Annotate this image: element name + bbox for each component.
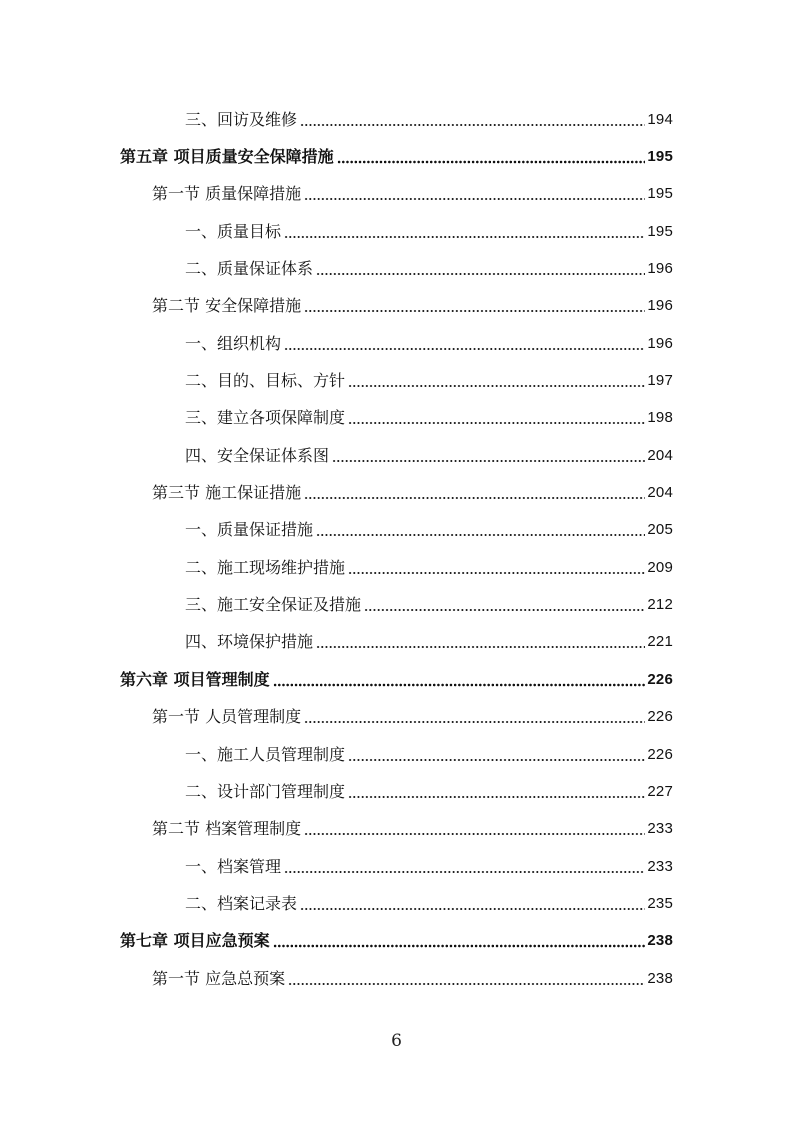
- toc-entry-page: 195: [647, 222, 673, 240]
- toc-entry-title: 第一节 人员管理制度: [152, 707, 302, 727]
- toc-entry[interactable]: [0, 325, 793, 362]
- toc-entry[interactable]: [0, 176, 793, 213]
- dot-leader: [316, 520, 645, 540]
- toc-entry[interactable]: [0, 362, 793, 399]
- toc-entry[interactable]: [0, 885, 793, 922]
- toc-entry[interactable]: [0, 474, 793, 511]
- toc-entry-title: 第五章 项目质量安全保障措施: [120, 147, 334, 167]
- toc-entry-page: 195: [647, 148, 673, 166]
- toc-entry-page: 205: [647, 521, 673, 539]
- toc-entry-title: 一、施工人员管理制度: [185, 744, 346, 764]
- toc-entry-title: 四、安全保证体系图: [185, 445, 330, 465]
- toc-entry-title: 一、质量保证措施: [185, 520, 314, 540]
- toc-entry[interactable]: [0, 549, 793, 586]
- toc-entry-page: 196: [647, 260, 673, 278]
- dot-leader: [364, 595, 645, 615]
- toc-entry[interactable]: [0, 437, 793, 474]
- dot-leader: [273, 931, 646, 951]
- toc-entry-page: 209: [647, 558, 673, 576]
- dot-leader: [337, 147, 646, 167]
- dot-leader: [304, 184, 645, 204]
- toc-entry-title: 二、档案记录表: [185, 893, 298, 913]
- table-of-contents: [0, 101, 793, 997]
- dot-leader: [348, 408, 645, 428]
- toc-entry-page: 226: [647, 670, 673, 688]
- toc-entry-page: 233: [647, 820, 673, 838]
- dot-leader: [348, 558, 645, 578]
- toc-entry-page: 235: [647, 894, 673, 912]
- dot-leader: [304, 707, 645, 727]
- dot-leader: [348, 745, 645, 765]
- toc-entry[interactable]: [0, 661, 793, 698]
- dot-leader: [316, 632, 645, 652]
- toc-entry[interactable]: [0, 736, 793, 773]
- toc-entry[interactable]: [0, 848, 793, 885]
- toc-entry[interactable]: [0, 960, 793, 997]
- toc-entry[interactable]: [0, 101, 793, 138]
- toc-entry-title: 二、质量保证体系: [185, 259, 314, 279]
- toc-entry-title: 第二节 档案管理制度: [152, 819, 302, 839]
- dot-leader: [316, 259, 645, 279]
- page-number: 6: [391, 1031, 402, 1051]
- toc-entry-title: 一、质量目标: [185, 221, 282, 241]
- toc-entry-page: 226: [647, 745, 673, 763]
- toc-entry-title: 第七章 项目应急预案: [120, 931, 270, 951]
- dot-leader: [288, 969, 645, 989]
- toc-entry-page: 238: [647, 932, 673, 950]
- toc-entry-page: 221: [647, 633, 673, 651]
- toc-entry-page: 198: [647, 409, 673, 427]
- dot-leader: [284, 334, 645, 354]
- dot-leader: [300, 894, 645, 914]
- toc-entry[interactable]: [0, 250, 793, 287]
- toc-entry-title: 二、设计部门管理制度: [185, 781, 346, 801]
- toc-entry[interactable]: [0, 624, 793, 661]
- toc-entry-title: 三、回访及维修: [185, 109, 298, 129]
- toc-entry[interactable]: [0, 138, 793, 175]
- toc-entry-page: 227: [647, 782, 673, 800]
- toc-entry-page: 197: [647, 372, 673, 390]
- dot-leader: [304, 819, 645, 839]
- toc-entry-title: 第二节 安全保障措施: [152, 296, 302, 316]
- toc-entry[interactable]: [0, 773, 793, 810]
- toc-entry-title: 第三节 施工保证措施: [152, 483, 302, 503]
- toc-entry-title: 三、建立各项保障制度: [185, 408, 346, 428]
- toc-entry[interactable]: [0, 699, 793, 736]
- toc-entry[interactable]: [0, 400, 793, 437]
- toc-entry-title: 四、环境保护措施: [185, 632, 314, 652]
- toc-entry-title: 二、目的、目标、方针: [185, 371, 346, 391]
- toc-entry-page: 194: [647, 110, 673, 128]
- dot-leader: [284, 222, 645, 242]
- toc-entry-page: 204: [647, 446, 673, 464]
- toc-entry-page: 204: [647, 484, 673, 502]
- toc-entry-title: 第一节 应急总预案: [152, 968, 286, 988]
- toc-entry-title: 一、组织机构: [185, 333, 282, 353]
- toc-entry-title: 第一节 质量保障措施: [152, 184, 302, 204]
- dot-leader: [348, 782, 645, 802]
- toc-entry-title: 二、施工现场维护措施: [185, 557, 346, 577]
- toc-entry-page: 196: [647, 334, 673, 352]
- toc-entry[interactable]: [0, 512, 793, 549]
- dot-leader: [304, 296, 645, 316]
- dot-leader: [348, 371, 645, 391]
- dot-leader: [284, 857, 645, 877]
- toc-entry[interactable]: [0, 923, 793, 960]
- toc-entry-page: 196: [647, 297, 673, 315]
- toc-entry-page: 195: [647, 185, 673, 203]
- dot-leader: [304, 483, 645, 503]
- dot-leader: [300, 110, 645, 130]
- dot-leader: [332, 446, 645, 466]
- toc-entry-page: 226: [647, 708, 673, 726]
- toc-entry[interactable]: [0, 811, 793, 848]
- toc-entry[interactable]: [0, 586, 793, 623]
- toc-entry-page: 212: [647, 596, 673, 614]
- dot-leader: [273, 670, 646, 690]
- toc-entry[interactable]: [0, 213, 793, 250]
- toc-entry-title: 一、档案管理: [185, 856, 282, 876]
- toc-entry-page: 233: [647, 857, 673, 875]
- toc-entry-page: 238: [647, 969, 673, 987]
- toc-entry[interactable]: [0, 288, 793, 325]
- toc-entry-title: 第六章 项目管理制度: [120, 669, 270, 689]
- toc-entry-title: 三、施工安全保证及措施: [185, 595, 362, 615]
